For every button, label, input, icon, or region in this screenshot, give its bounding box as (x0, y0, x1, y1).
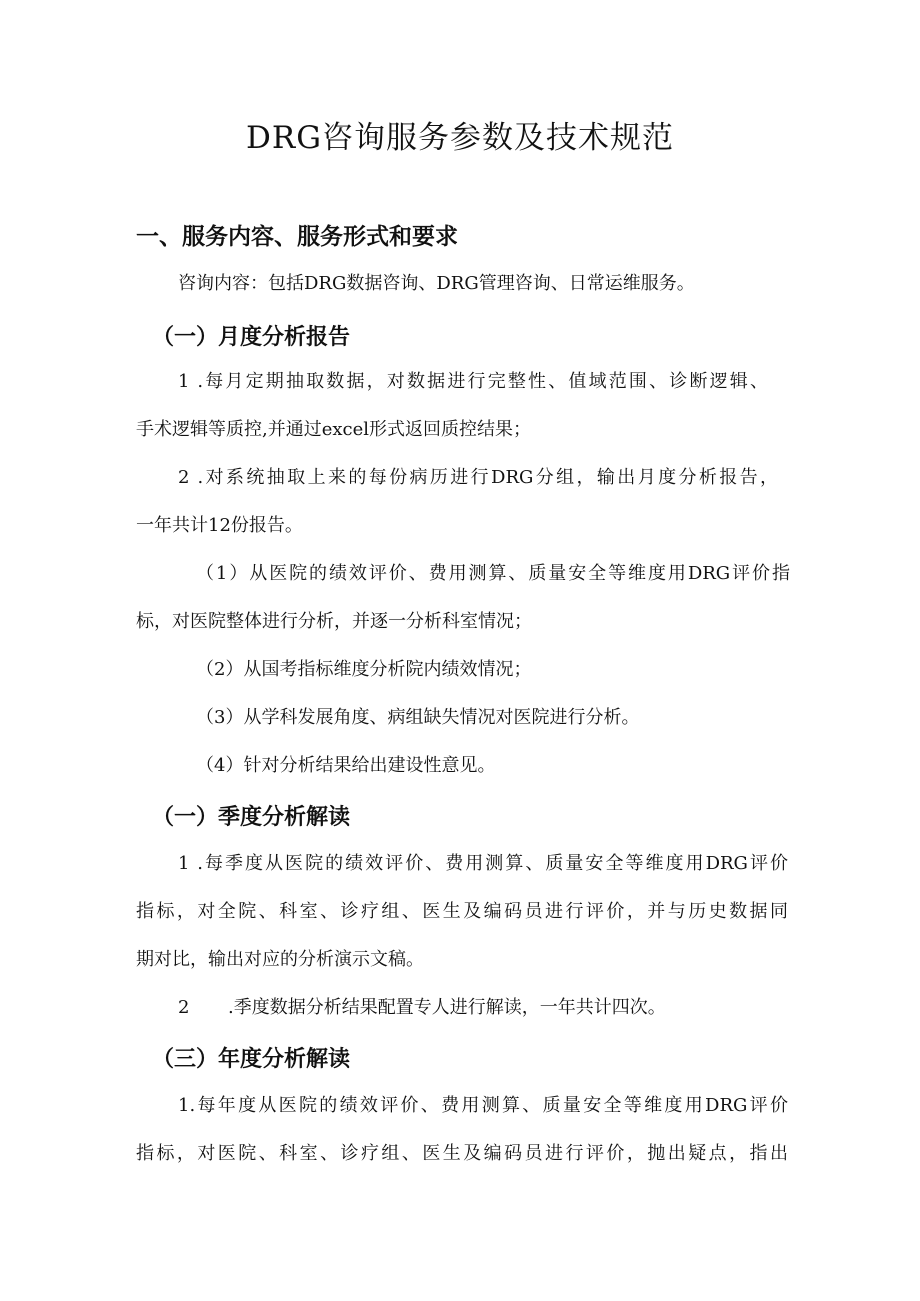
quarterly-item2-text: .季度数据分析结果配置专人进行解读，一年共计四次。 (228, 997, 666, 1018)
monthly-item1-line1: 1 .每月定期抽取数据，对数据进行完整性、值域范围、诊断逻辑、 (178, 371, 768, 392)
monthly-sub4: （4）针对分析结果给出建设性意见。 (196, 755, 496, 776)
monthly-sub1-line2: 标，对医院整体进行分析，并逐一分析科室情况； (136, 611, 532, 632)
quarterly-analysis-heading: （一）季度分析解读 (152, 805, 351, 830)
monthly-sub1-line1: （1）从医院的绩效评价、费用测算、质量安全等维度用DRG评价指 (196, 563, 790, 584)
consulting-content-paragraph: 咨询内容：包括DRG数据咨询、DRG管理咨询、日常运维服务。 (178, 273, 695, 294)
document-title: DRG咨询服务参数及技术规范 (246, 120, 674, 156)
monthly-item2-line2: 一年共计12份报告。 (136, 515, 303, 536)
annual-item1-line1: 1.每年度从医院的绩效评价、费用测算、质量安全等维度用DRG评价 (178, 1095, 788, 1116)
annual-item1-line2: 指标，对医院、科室、诊疗组、医生及编码员进行评价，抛出疑点，指出 (136, 1143, 788, 1164)
annual-analysis-heading: （三）年度分析解读 (152, 1047, 351, 1072)
section-heading-services: 一、服务内容、服务形式和要求 (136, 224, 458, 250)
quarterly-item2-number: 2 (178, 997, 190, 1018)
quarterly-item1-line2: 指标，对全院、科室、诊疗组、医生及编码员进行评价，并与历史数据同 (136, 901, 788, 922)
monthly-sub3: （3）从学科发展角度、病组缺失情况对医院进行分析。 (196, 707, 640, 728)
monthly-item2-line1: 2 .对系统抽取上来的每份病历进行DRG分组，输出月度分析报告， (178, 467, 778, 488)
quarterly-item1-line3: 期对比，输出对应的分析演示文稿。 (136, 949, 424, 970)
monthly-item1-line2: 手术逻辑等质控,并通过excel形式返回质控结果； (136, 419, 532, 440)
quarterly-item1-line1: 1 .每季度从医院的绩效评价、费用测算、质量安全等维度用DRG评价 (178, 853, 788, 874)
monthly-report-heading: （一）月度分析报告 (152, 325, 351, 350)
monthly-sub2: （2）从国考指标维度分析院内绩效情况； (196, 659, 532, 680)
